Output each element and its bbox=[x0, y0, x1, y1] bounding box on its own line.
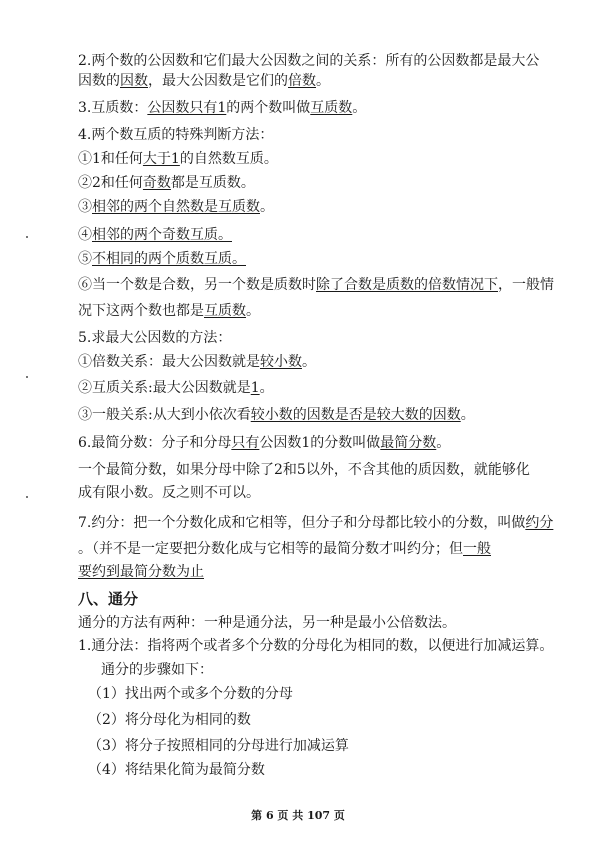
text-line bbox=[78, 353, 558, 371]
underlined-answer: 公因数只有1 bbox=[147, 100, 227, 116]
text-line bbox=[78, 406, 558, 424]
underlined-answer: 较小数 bbox=[260, 354, 302, 370]
text-segment: 通分的步骤如下： bbox=[101, 662, 213, 678]
text-segment: 成有限小数。反之则不可以。 bbox=[78, 485, 260, 501]
text-segment: ④ bbox=[78, 227, 92, 243]
text-line bbox=[78, 99, 558, 117]
text-segment: （1）找出两个或多个分数的分母 bbox=[88, 686, 293, 702]
underlined-answer: 相邻的两个奇数互质。 bbox=[92, 227, 232, 243]
text-segment: 。 bbox=[260, 199, 274, 215]
text-segment: 。 bbox=[316, 73, 330, 89]
text-segment: 一个最简分数，如果分母中除了2和5以外，不含其他的质因数，就能够化 bbox=[78, 462, 530, 478]
text-segment: ③ bbox=[78, 199, 92, 215]
text-line bbox=[78, 72, 558, 90]
text-segment: 6.最简分数：分子和分母 bbox=[78, 435, 232, 451]
text-segment: 。 bbox=[460, 407, 475, 423]
section-heading bbox=[78, 590, 558, 608]
underlined-answer: 互质数 bbox=[204, 303, 246, 319]
text-segment: 3.互质数： bbox=[78, 100, 148, 116]
underlined-answer: 奇数 bbox=[142, 175, 171, 191]
underlined-answer: 最简分数 bbox=[380, 435, 437, 451]
text-line bbox=[88, 737, 568, 755]
text-segment: ③一般关系:从大到小依次看 bbox=[78, 407, 251, 423]
text-line bbox=[78, 563, 558, 581]
text-line bbox=[78, 302, 558, 320]
text-line bbox=[78, 514, 558, 532]
text-line bbox=[78, 329, 558, 347]
underlined-answer: 互质数 bbox=[310, 100, 353, 116]
text-segment: ①倍数关系：最大公因数就是 bbox=[78, 354, 260, 370]
text-line bbox=[78, 250, 558, 268]
underlined-answer: 相邻的两个自然数是互质数 bbox=[92, 199, 260, 215]
underlined-answer: 约分 bbox=[525, 515, 554, 531]
text-segment: 5.求最大公因数的方法： bbox=[78, 330, 232, 346]
underlined-answer: 不相同的两个质数互质。 bbox=[92, 251, 246, 267]
text-segment: 7.约分：把一个分数化成和它相等，但分子和分母都比较小的分数，叫做 bbox=[78, 515, 526, 531]
underlined-answer: 因数 bbox=[120, 73, 148, 89]
text-segment: 4.两个数互质的特殊判断方法： bbox=[78, 127, 274, 143]
underlined-answer: 要约到最简分数为止 bbox=[78, 564, 204, 580]
text-line bbox=[88, 761, 568, 779]
underlined-answer: 大于1 bbox=[142, 151, 180, 167]
text-segment: ，最大公因数是它们的 bbox=[148, 73, 288, 89]
text-line bbox=[78, 226, 558, 244]
text-segment: ，一般情 bbox=[498, 277, 554, 293]
text-line bbox=[78, 198, 558, 216]
underlined-answer: 一般 bbox=[463, 541, 491, 557]
underlined-answer: 1 bbox=[250, 380, 260, 396]
underlined-answer: 倍数 bbox=[288, 73, 316, 89]
text-line bbox=[78, 484, 558, 502]
text-segment: 2.两个数的公因数和它们最大公因数之间的关系：所有的公因数都是最大公 bbox=[78, 53, 540, 69]
text-line bbox=[78, 126, 558, 144]
text-segment: 通分的方法有两种：一种是通分法，另一种是最小公倍数法。 bbox=[78, 615, 456, 631]
text-segment: ②互质关系:最大公因数就是 bbox=[78, 380, 251, 396]
text-segment: ①1和任何 bbox=[78, 151, 143, 167]
text-segment: 。 bbox=[352, 100, 367, 116]
text-segment: 因数的 bbox=[78, 73, 120, 89]
text-segment: （4）将结果化简为最简分数 bbox=[88, 762, 265, 778]
text-segment: 八、通分 bbox=[78, 590, 139, 608]
text-segment: 。 bbox=[302, 354, 316, 370]
text-segment: （2）将分母化为相同的数 bbox=[88, 712, 251, 728]
text-line bbox=[78, 540, 558, 558]
text-segment: 。（并不是一定要把分数化成与它相等的最简分数才叫约分；但 bbox=[78, 541, 463, 557]
text-segment: 。 bbox=[246, 303, 260, 319]
text-line bbox=[78, 52, 558, 70]
scan-dot bbox=[26, 496, 28, 498]
text-line bbox=[78, 276, 558, 294]
text-line bbox=[78, 174, 558, 192]
text-line bbox=[88, 685, 568, 703]
text-segment: 的自然数互质。 bbox=[179, 151, 278, 167]
text-segment: 公因数1的分数叫做 bbox=[259, 435, 381, 451]
text-segment: ⑥当一个数是合数，另一个数是质数时 bbox=[78, 277, 316, 293]
text-segment: 的两个数叫做 bbox=[226, 100, 311, 116]
text-line bbox=[101, 661, 581, 679]
text-segment: （3）将分子按照相同的分母进行加减运算 bbox=[88, 738, 349, 754]
scan-dot bbox=[26, 376, 28, 378]
text-line bbox=[78, 434, 558, 452]
text-segment: 都是互质数。 bbox=[170, 175, 255, 191]
text-line bbox=[88, 711, 568, 729]
text-line bbox=[78, 150, 558, 168]
text-line bbox=[78, 614, 558, 632]
text-segment: 。 bbox=[259, 380, 274, 396]
scan-dot bbox=[26, 236, 28, 238]
text-line bbox=[78, 461, 558, 479]
text-segment: ⑤ bbox=[78, 251, 92, 267]
text-segment: 1.通分法：指将两个或者多个分数的分母化为相同的数，以便进行加减运算。 bbox=[78, 638, 554, 654]
underlined-answer: 较小数的因数是否是较大数的因数 bbox=[250, 407, 461, 423]
underlined-answer: 除了合数是质数的倍数情况下 bbox=[316, 277, 498, 293]
text-line bbox=[78, 379, 558, 397]
page-footer: 第 6 页 共 107 页 bbox=[251, 809, 345, 822]
text-segment: ②2和任何 bbox=[78, 175, 143, 191]
underlined-answer: 只有 bbox=[231, 435, 260, 451]
text-segment: 况下这两个数也都是 bbox=[78, 303, 204, 319]
text-line bbox=[78, 637, 558, 655]
text-segment: 。 bbox=[436, 435, 451, 451]
